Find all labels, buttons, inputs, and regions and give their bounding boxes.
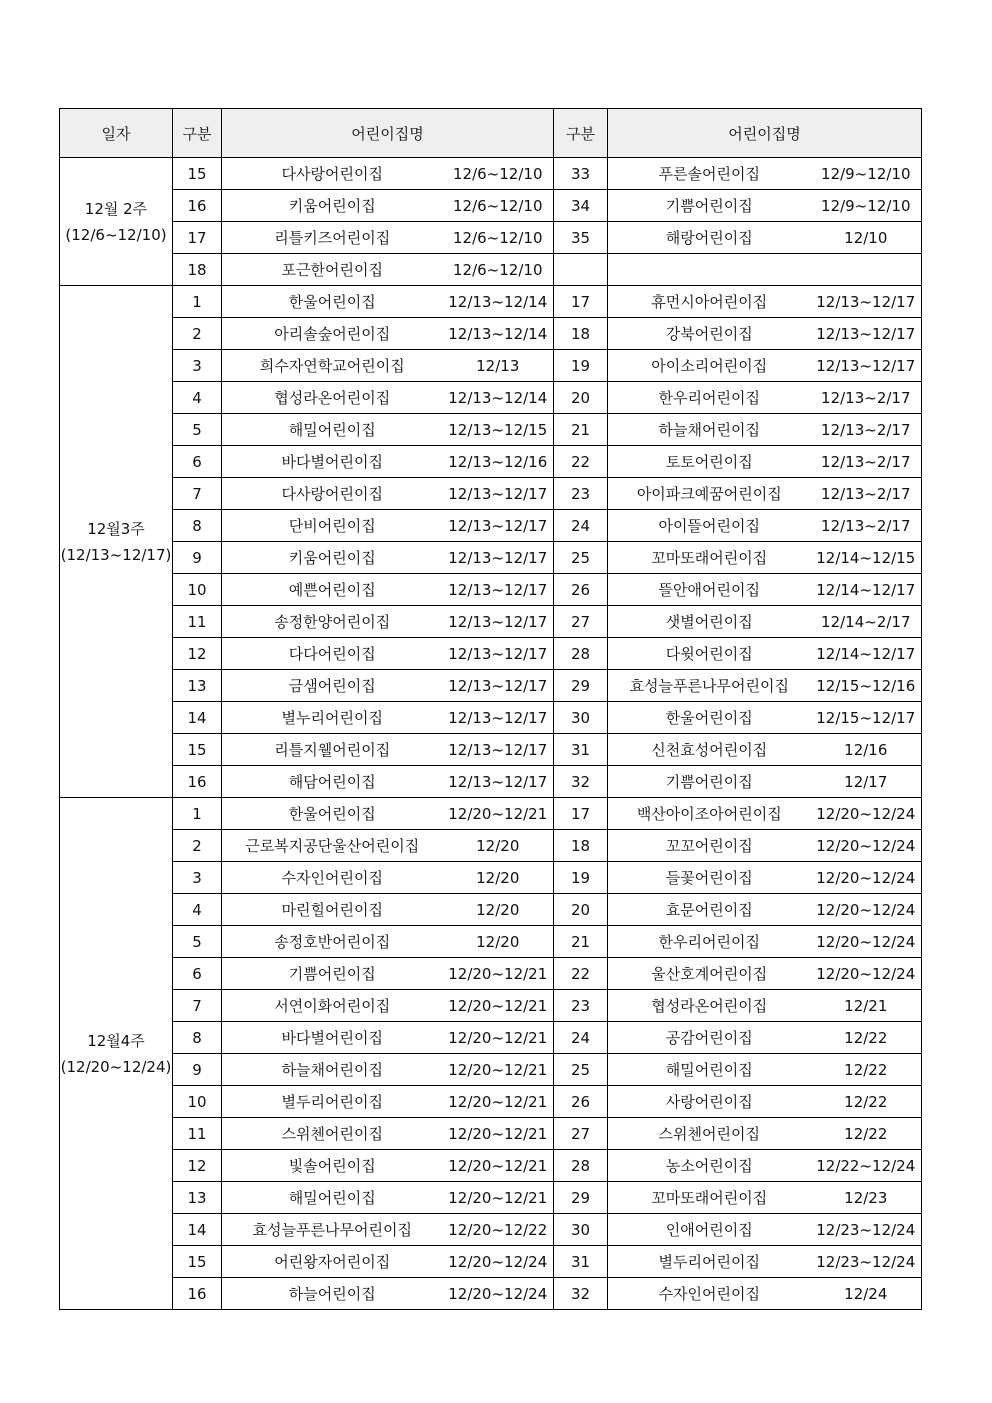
seq-number-2: 25	[554, 542, 608, 574]
seq-number-1: 4	[173, 382, 222, 414]
week-cell	[60, 158, 173, 286]
seq-number-2: 22	[554, 958, 608, 990]
date-range-2: 12/9~12/10	[811, 158, 922, 190]
table-row	[60, 1054, 922, 1086]
date-range-1: 12/20~12/21	[443, 1054, 554, 1086]
seq-number-1: 8	[173, 510, 222, 542]
date-range-1: 12/20~12/21	[443, 798, 554, 830]
seq-number-2: 20	[554, 894, 608, 926]
daycare-name-2: 해밀어린이집	[608, 1054, 811, 1086]
seq-number-1: 1	[173, 286, 222, 318]
daycare-name-2: 뜰안애어린이집	[608, 574, 811, 606]
daycare-name-1: 리틀키즈어린이집	[222, 222, 443, 254]
date-range-1: 12/13~12/17	[443, 542, 554, 574]
date-range-1: 12/20~12/22	[443, 1214, 554, 1246]
seq-number-1: 2	[173, 830, 222, 862]
date-range-2: 12/20~12/24	[811, 958, 922, 990]
daycare-name-2: 해랑어린이집	[608, 222, 811, 254]
date-range-2: 12/9~12/10	[811, 190, 922, 222]
schedule-body	[60, 158, 922, 1310]
seq-number-2: 26	[554, 574, 608, 606]
daycare-name-2: 스위첸어린이집	[608, 1118, 811, 1150]
seq-number-2: 35	[554, 222, 608, 254]
daycare-name-1: 단비어린이집	[222, 510, 443, 542]
header-division-2: 구분	[554, 109, 608, 158]
daycare-name-2: 사랑어린이집	[608, 1086, 811, 1118]
daycare-name-2: 농소어린이집	[608, 1150, 811, 1182]
table-row	[60, 670, 922, 702]
seq-number-2: 26	[554, 1086, 608, 1118]
date-range-1: 12/13~12/17	[443, 766, 554, 798]
seq-number-2: 19	[554, 862, 608, 894]
date-range-2: 12/22	[811, 1022, 922, 1054]
seq-number-2: 22	[554, 446, 608, 478]
seq-number-2: 25	[554, 1054, 608, 1086]
seq-number-1: 9	[173, 542, 222, 574]
table-row	[60, 958, 922, 990]
daycare-name-2: 꼬마또래어린이집	[608, 1182, 811, 1214]
date-range-2: 12/13~2/17	[811, 446, 922, 478]
date-range-2: 12/22~12/24	[811, 1150, 922, 1182]
date-range-2: 12/10	[811, 222, 922, 254]
daycare-name-2: 수자인어린이집	[608, 1278, 811, 1310]
header-name-1: 어린이집명	[222, 109, 554, 158]
date-range-1: 12/13~12/17	[443, 478, 554, 510]
date-range-2: 12/13~2/17	[811, 382, 922, 414]
daycare-name-2: 아이소리어린이집	[608, 350, 811, 382]
date-range-2: 12/23~12/24	[811, 1214, 922, 1246]
seq-number-1: 11	[173, 606, 222, 638]
table-row	[60, 286, 922, 318]
daycare-name-2: 백산아이조아어린이집	[608, 798, 811, 830]
date-range-1: 12/6~12/10	[443, 222, 554, 254]
table-row	[60, 414, 922, 446]
table-row	[60, 926, 922, 958]
date-range-2: 12/13~12/17	[811, 318, 922, 350]
daycare-name-2: 신천효성어린이집	[608, 734, 811, 766]
daycare-name-2: 샛별어린이집	[608, 606, 811, 638]
daycare-name-1: 별누리어린이집	[222, 702, 443, 734]
seq-number-2: 18	[554, 318, 608, 350]
date-range-2: 12/22	[811, 1054, 922, 1086]
date-range-2: 12/20~12/24	[811, 830, 922, 862]
date-range-1: 12/13~12/16	[443, 446, 554, 478]
date-range-2: 12/14~12/17	[811, 638, 922, 670]
seq-number-2: 23	[554, 478, 608, 510]
date-range-1: 12/20	[443, 894, 554, 926]
daycare-name-1: 서연이화어린이집	[222, 990, 443, 1022]
daycare-name-2: 한우리어린이집	[608, 926, 811, 958]
daycare-name-2: 효문어린이집	[608, 894, 811, 926]
daycare-name-2: 기쁨어린이집	[608, 190, 811, 222]
daycare-name-1: 한울어린이집	[222, 798, 443, 830]
date-range-2: 12/17	[811, 766, 922, 798]
table-row	[60, 766, 922, 798]
daycare-name-1: 한울어린이집	[222, 286, 443, 318]
date-range-1: 12/20~12/21	[443, 1086, 554, 1118]
seq-number-1: 2	[173, 318, 222, 350]
seq-number-2: 30	[554, 702, 608, 734]
daycare-schedule-table	[59, 108, 922, 1310]
date-range-1: 12/13~12/17	[443, 510, 554, 542]
seq-number-1: 13	[173, 1182, 222, 1214]
daycare-name-1: 송정호반어린이집	[222, 926, 443, 958]
seq-number-2: 27	[554, 1118, 608, 1150]
date-range-2: 12/13~12/17	[811, 350, 922, 382]
date-range-1: 12/20~12/21	[443, 1150, 554, 1182]
daycare-name-2: 한우리어린이집	[608, 382, 811, 414]
date-range-2: 12/20~12/24	[811, 926, 922, 958]
seq-number-1: 7	[173, 990, 222, 1022]
seq-number-1: 5	[173, 926, 222, 958]
seq-number-1: 15	[173, 734, 222, 766]
table-row	[60, 350, 922, 382]
seq-number-1: 16	[173, 766, 222, 798]
daycare-name-2: 다윗어린이집	[608, 638, 811, 670]
daycare-name-1: 어린왕자어린이집	[222, 1246, 443, 1278]
date-range-2: 12/13~2/17	[811, 414, 922, 446]
date-range-1: 12/6~12/10	[443, 254, 554, 286]
date-range-2: 12/16	[811, 734, 922, 766]
daycare-name-1: 기쁨어린이집	[222, 958, 443, 990]
seq-number-2: 19	[554, 350, 608, 382]
seq-number-1: 12	[173, 638, 222, 670]
seq-number-1: 10	[173, 574, 222, 606]
table-row	[60, 894, 922, 926]
week-range: (12/20~12/24)	[60, 1057, 172, 1076]
daycare-name-2: 들꽃어린이집	[608, 862, 811, 894]
daycare-name-1: 해밀어린이집	[222, 414, 443, 446]
date-range-1: 12/6~12/10	[443, 190, 554, 222]
table-row	[60, 1246, 922, 1278]
seq-number-1: 16	[173, 190, 222, 222]
daycare-name-2: 토토어린이집	[608, 446, 811, 478]
date-range-2: 12/23	[811, 1182, 922, 1214]
week-cell	[60, 286, 173, 798]
table-row	[60, 542, 922, 574]
table-row	[60, 318, 922, 350]
table-row	[60, 478, 922, 510]
daycare-name-1: 스위첸어린이집	[222, 1118, 443, 1150]
daycare-name-2: 울산호계어린이집	[608, 958, 811, 990]
date-range-2: 12/20~12/24	[811, 798, 922, 830]
seq-number-2: 34	[554, 190, 608, 222]
date-range-1: 12/20~12/24	[443, 1246, 554, 1278]
date-range-2: 12/15~12/17	[811, 702, 922, 734]
daycare-name-2: 효성늘푸른나무어린이집	[608, 670, 811, 702]
header-name-2: 어린이집명	[608, 109, 922, 158]
table-row	[60, 574, 922, 606]
date-range-1: 12/13~12/15	[443, 414, 554, 446]
daycare-name-1: 다다어린이집	[222, 638, 443, 670]
date-range-2: 12/20~12/24	[811, 862, 922, 894]
daycare-name-2: 푸른솔어린이집	[608, 158, 811, 190]
seq-number-2: 28	[554, 1150, 608, 1182]
seq-number-1: 13	[173, 670, 222, 702]
seq-number-2: 29	[554, 670, 608, 702]
daycare-name-1: 키움어린이집	[222, 542, 443, 574]
daycare-name-2: 한울어린이집	[608, 702, 811, 734]
daycare-name-2: 기쁨어린이집	[608, 766, 811, 798]
seq-number-2: 31	[554, 1246, 608, 1278]
date-range-1: 12/13~12/17	[443, 606, 554, 638]
seq-number-2: 21	[554, 414, 608, 446]
daycare-name-2: 아이뜰어린이집	[608, 510, 811, 542]
header-date: 일자	[60, 109, 173, 158]
table-row	[60, 1150, 922, 1182]
daycare-name-1: 바다별어린이집	[222, 1022, 443, 1054]
table-row	[60, 734, 922, 766]
date-range-1: 12/20~12/21	[443, 958, 554, 990]
table-row	[60, 1118, 922, 1150]
seq-number-2: 33	[554, 158, 608, 190]
table-row	[60, 190, 922, 222]
date-range-1: 12/20~12/21	[443, 990, 554, 1022]
seq-number-2: 27	[554, 606, 608, 638]
date-range-2: 12/24	[811, 1278, 922, 1310]
daycare-name-1: 키움어린이집	[222, 190, 443, 222]
seq-number-1: 11	[173, 1118, 222, 1150]
header-division-1: 구분	[173, 109, 222, 158]
week-label: 12월4주	[87, 1031, 145, 1050]
daycare-name-2: 협성라온어린이집	[608, 990, 811, 1022]
table-row	[60, 990, 922, 1022]
date-range-2: 12/13~2/17	[811, 478, 922, 510]
date-range-2: 12/21	[811, 990, 922, 1022]
seq-number-1: 9	[173, 1054, 222, 1086]
daycare-name-1: 예쁜어린이집	[222, 574, 443, 606]
daycare-name-2: 꼬마또래어린이집	[608, 542, 811, 574]
seq-number-1: 12	[173, 1150, 222, 1182]
seq-number-1: 1	[173, 798, 222, 830]
daycare-name-2: 별두리어린이집	[608, 1246, 811, 1278]
seq-number-1: 16	[173, 1278, 222, 1310]
table-row	[60, 862, 922, 894]
date-range-2: 12/14~2/17	[811, 606, 922, 638]
daycare-name-1: 협성라온어린이집	[222, 382, 443, 414]
daycare-name-1: 해담어린이집	[222, 766, 443, 798]
daycare-name-1: 금샘어린이집	[222, 670, 443, 702]
daycare-name-2: 하늘채어린이집	[608, 414, 811, 446]
daycare-name-2: 강북어린이집	[608, 318, 811, 350]
seq-number-2: 24	[554, 1022, 608, 1054]
seq-number-2: 32	[554, 1278, 608, 1310]
date-range-2: 12/13~2/17	[811, 510, 922, 542]
seq-number-1: 5	[173, 414, 222, 446]
seq-number-2: 32	[554, 766, 608, 798]
seq-number-2: 20	[554, 382, 608, 414]
date-range-1: 12/13~12/17	[443, 670, 554, 702]
date-range-1: 12/20~12/21	[443, 1022, 554, 1054]
date-range-2: 12/22	[811, 1086, 922, 1118]
seq-number-2: 21	[554, 926, 608, 958]
table-row	[60, 222, 922, 254]
daycare-name-1: 빛솔어린이집	[222, 1150, 443, 1182]
date-range-2	[811, 254, 922, 286]
seq-number-1: 3	[173, 350, 222, 382]
daycare-name-2: 공감어린이집	[608, 1022, 811, 1054]
seq-number-1: 14	[173, 1214, 222, 1246]
date-range-1: 12/20~12/21	[443, 1118, 554, 1150]
table-row	[60, 798, 922, 830]
table-row	[60, 1022, 922, 1054]
week-range: (12/6~12/10)	[65, 225, 167, 244]
date-range-1: 12/13~12/17	[443, 638, 554, 670]
date-range-2: 12/14~12/17	[811, 574, 922, 606]
table-row	[60, 158, 922, 190]
week-cell	[60, 798, 173, 1310]
daycare-name-1: 바다별어린이집	[222, 446, 443, 478]
daycare-name-1: 하늘어린이집	[222, 1278, 443, 1310]
table-row	[60, 1214, 922, 1246]
daycare-name-1: 다사랑어린이집	[222, 478, 443, 510]
seq-number-1: 6	[173, 958, 222, 990]
seq-number-1: 18	[173, 254, 222, 286]
daycare-name-1: 수자인어린이집	[222, 862, 443, 894]
daycare-name-2	[608, 254, 811, 286]
table-row	[60, 382, 922, 414]
table-row	[60, 638, 922, 670]
daycare-name-1: 희수자연학교어린이집	[222, 350, 443, 382]
week-label: 12월3주	[87, 519, 145, 538]
week-label: 12월 2주	[84, 199, 148, 218]
header-row	[60, 109, 922, 158]
date-range-2: 12/20~12/24	[811, 894, 922, 926]
daycare-name-1: 해밀어린이집	[222, 1182, 443, 1214]
seq-number-2: 17	[554, 286, 608, 318]
seq-number-1: 3	[173, 862, 222, 894]
seq-number-2	[554, 254, 608, 286]
seq-number-2: 31	[554, 734, 608, 766]
daycare-name-1: 다사랑어린이집	[222, 158, 443, 190]
daycare-name-1: 리틀지웰어린이집	[222, 734, 443, 766]
daycare-name-2: 아이파크예꿈어린이집	[608, 478, 811, 510]
table-row	[60, 254, 922, 286]
date-range-1: 12/20	[443, 830, 554, 862]
date-range-1: 12/20~12/21	[443, 1182, 554, 1214]
seq-number-1: 15	[173, 158, 222, 190]
date-range-2: 12/23~12/24	[811, 1246, 922, 1278]
seq-number-2: 29	[554, 1182, 608, 1214]
daycare-name-1: 포근한어린이집	[222, 254, 443, 286]
seq-number-1: 15	[173, 1246, 222, 1278]
seq-number-2: 18	[554, 830, 608, 862]
date-range-1: 12/13~12/17	[443, 702, 554, 734]
table-row	[60, 510, 922, 542]
seq-number-1: 4	[173, 894, 222, 926]
daycare-name-1: 근로복지공단울산어린이집	[222, 830, 443, 862]
seq-number-1: 8	[173, 1022, 222, 1054]
daycare-name-2: 꼬꼬어린이집	[608, 830, 811, 862]
seq-number-2: 23	[554, 990, 608, 1022]
seq-number-1: 7	[173, 478, 222, 510]
seq-number-2: 24	[554, 510, 608, 542]
date-range-1: 12/13~12/17	[443, 734, 554, 766]
week-range: (12/13~12/17)	[60, 545, 172, 564]
date-range-1: 12/20	[443, 862, 554, 894]
daycare-name-2: 휴먼시아어린이집	[608, 286, 811, 318]
date-range-1: 12/13~12/14	[443, 382, 554, 414]
table-row	[60, 702, 922, 734]
date-range-2: 12/13~12/17	[811, 286, 922, 318]
date-range-1: 12/6~12/10	[443, 158, 554, 190]
date-range-1: 12/13	[443, 350, 554, 382]
date-range-1: 12/13~12/14	[443, 286, 554, 318]
daycare-name-1: 하늘채어린이집	[222, 1054, 443, 1086]
seq-number-1: 10	[173, 1086, 222, 1118]
daycare-name-2: 인애어린이집	[608, 1214, 811, 1246]
table-row	[60, 1086, 922, 1118]
date-range-2: 12/14~12/15	[811, 542, 922, 574]
table-row	[60, 830, 922, 862]
daycare-name-1: 효성늘푸른나무어린이집	[222, 1214, 443, 1246]
date-range-2: 12/22	[811, 1118, 922, 1150]
seq-number-1: 14	[173, 702, 222, 734]
date-range-1: 12/20	[443, 926, 554, 958]
date-range-1: 12/13~12/17	[443, 574, 554, 606]
date-range-2: 12/15~12/16	[811, 670, 922, 702]
seq-number-1: 17	[173, 222, 222, 254]
table-row	[60, 1182, 922, 1214]
daycare-name-1: 송정한양어린이집	[222, 606, 443, 638]
table-row	[60, 1278, 922, 1310]
seq-number-2: 28	[554, 638, 608, 670]
table-row	[60, 606, 922, 638]
daycare-name-1: 마린힐어린이집	[222, 894, 443, 926]
seq-number-1: 6	[173, 446, 222, 478]
date-range-1: 12/20~12/24	[443, 1278, 554, 1310]
date-range-1: 12/13~12/14	[443, 318, 554, 350]
daycare-name-1: 별두리어린이집	[222, 1086, 443, 1118]
seq-number-2: 17	[554, 798, 608, 830]
daycare-name-1: 아리솔숲어린이집	[222, 318, 443, 350]
seq-number-2: 30	[554, 1214, 608, 1246]
table-row	[60, 446, 922, 478]
